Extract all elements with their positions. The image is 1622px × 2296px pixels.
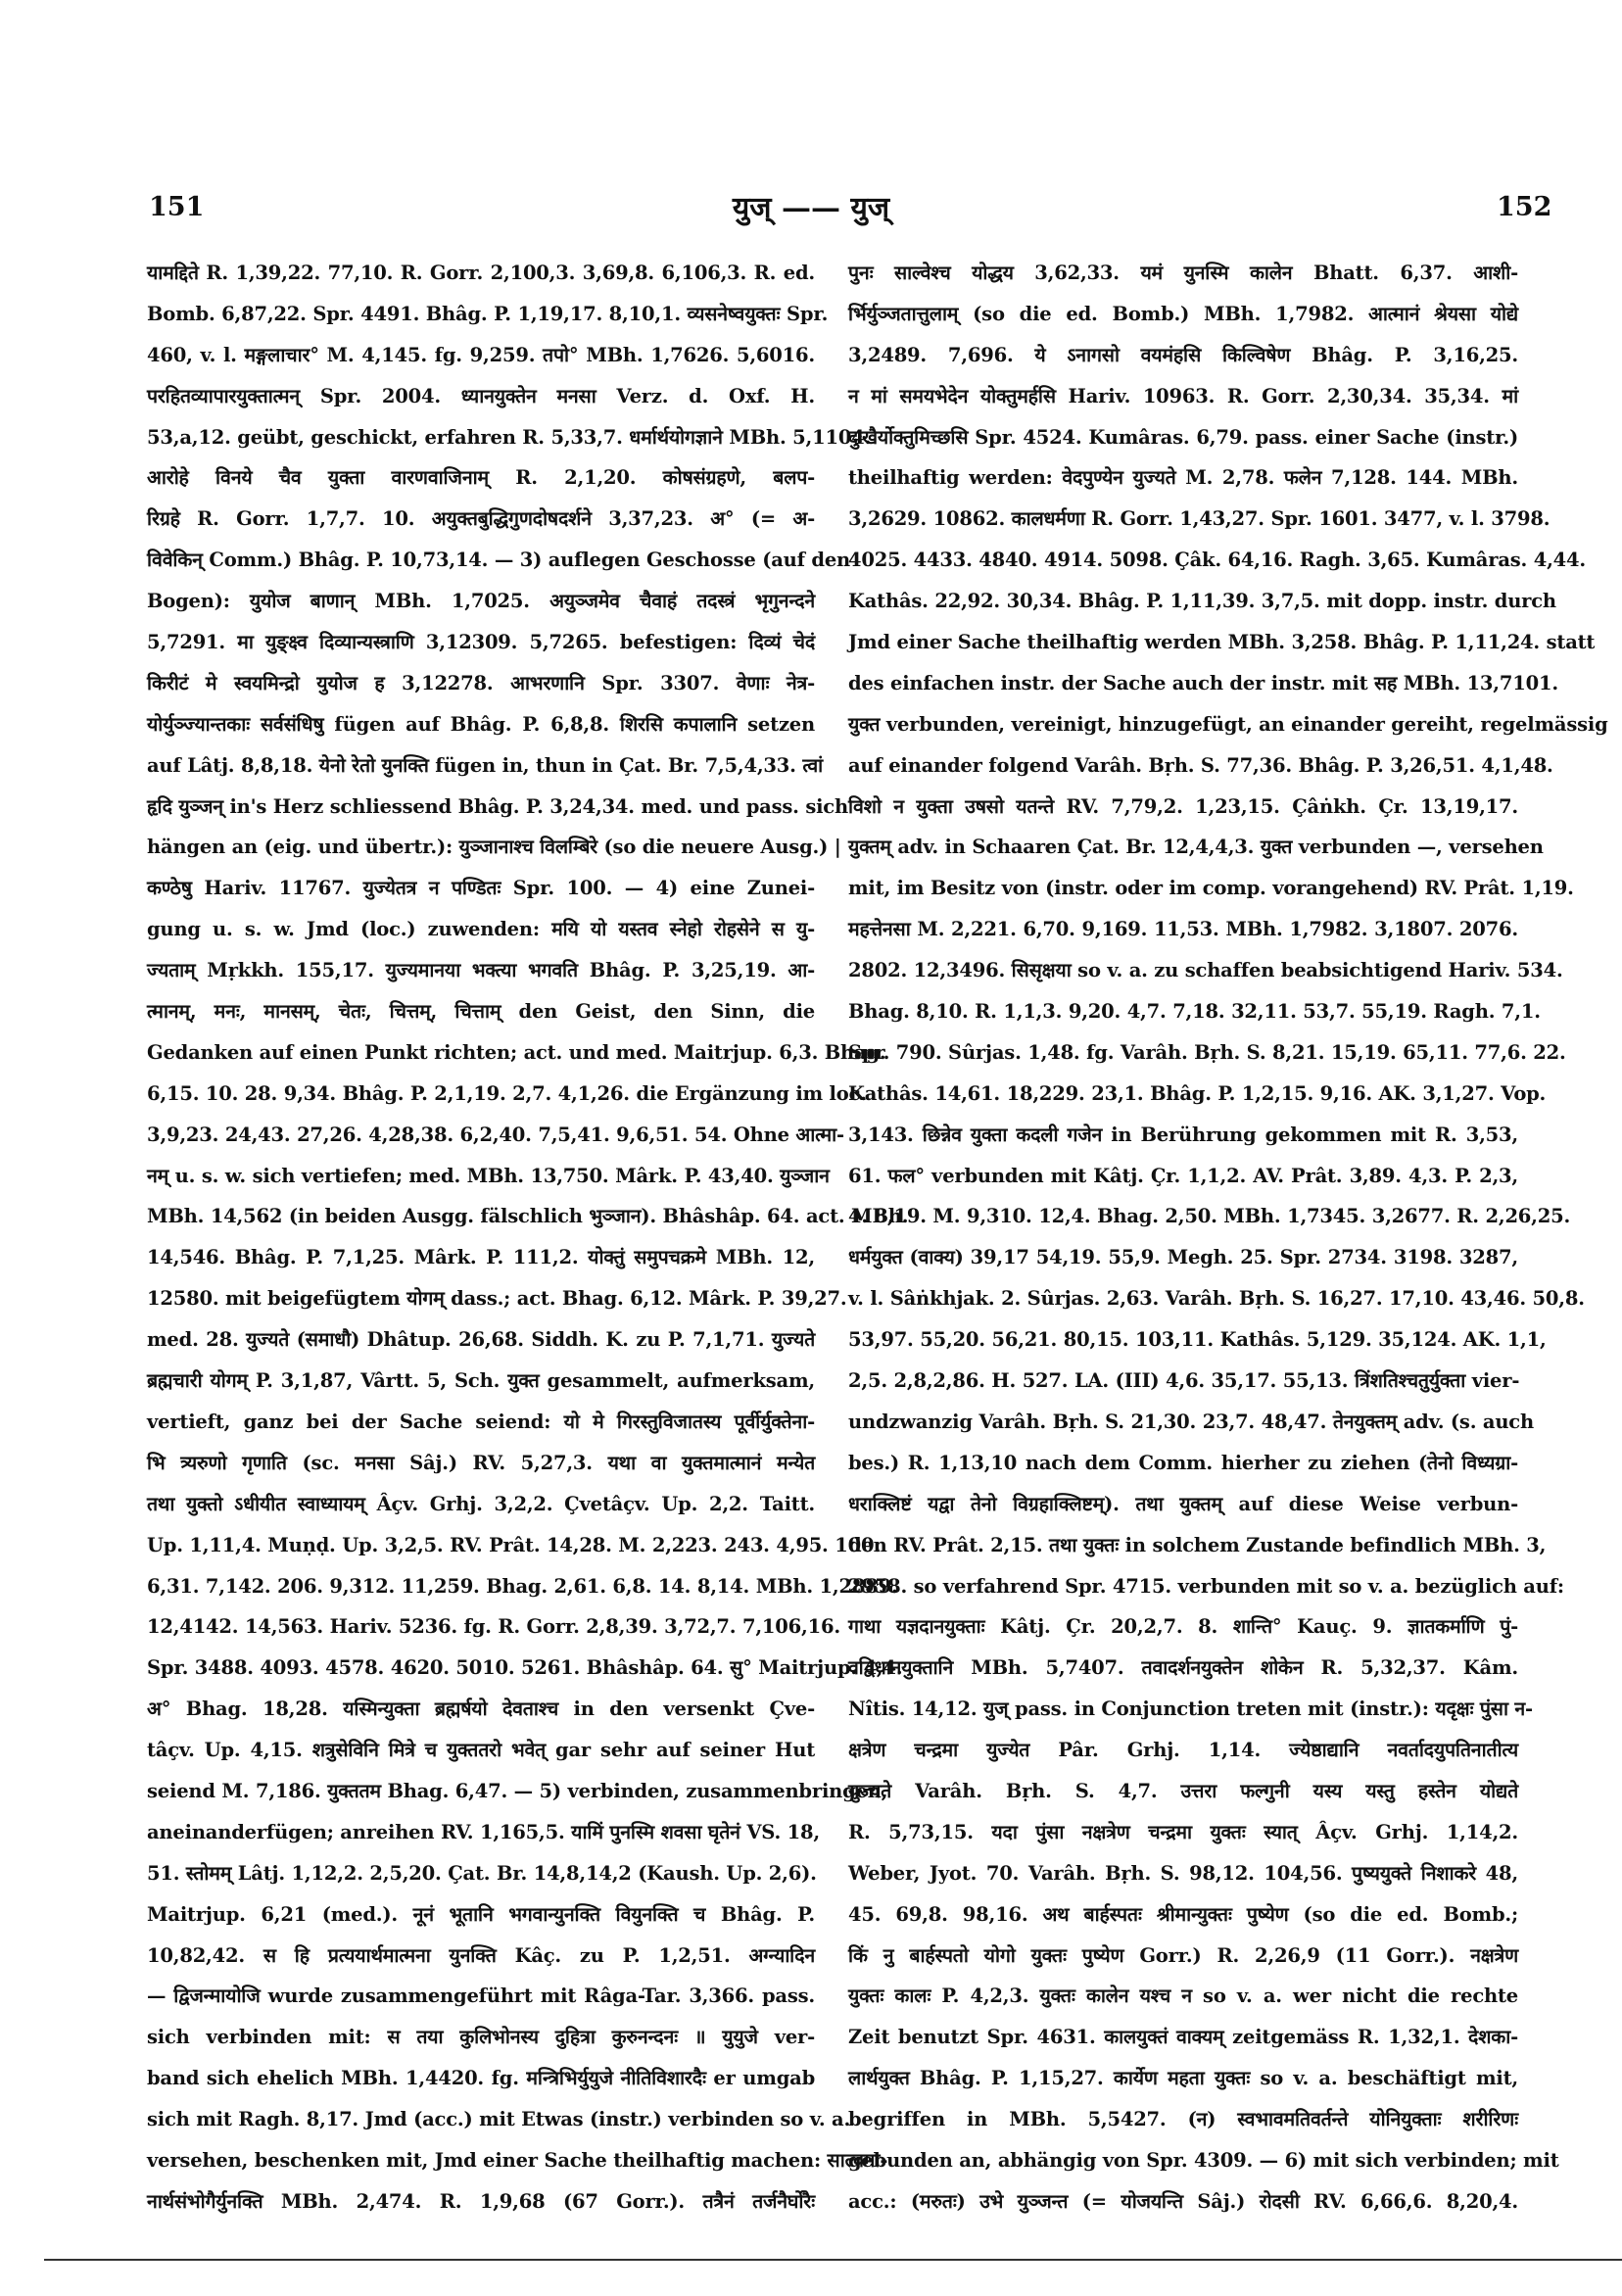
text-line: र्भिर्युञ्जतात्तुलाम् (so die ed. Bomb.) MBh. 1,7982. आत्मानं श्रेयसा योद्ये (848, 302, 1518, 325)
text-line: युक्तः कालः P. 4,2,3. युक्तः कालेन यश्च न so v. a. wer nicht die rechte (848, 1985, 1518, 2008)
text-line: क्षत्रेण चन्द्रमा युज्येत Pâr. Grhj. 1,14. ज्येष्ठाद्यानि नवर्तादयुपतिनातीत्य (848, 1739, 1518, 1762)
text-line: auf Lâtj. 8,8,18. येनो रेतो युनक्ति fügen in, thun in Çat. Br. 7,5,4,33. त्वां (147, 753, 824, 777)
text-line: MBh. 14,562 (in beiden Ausgg. fälschlich भुञ्जान). Bhâshâp. 64. act. MBh. (147, 1205, 909, 1228)
text-line: विशो न युक्ता उषसो यतन्ते RV. 7,79,2. 1,23,15. Çâṅkh. Çr. 13,19,17. (848, 794, 1518, 818)
text-line: गाथा यज्ञदानयुक्ताः Kâtj. Çr. 20,2,7. 8. शान्ति° Kauç. 9. ज्ञातकर्माणि पुं- (848, 1615, 1518, 1639)
text-line: परहितव्यापारयुक्तात्मन् Spr. 2004. ध्यानयुक्तेन मनसा Verz. d. Oxf. H. (147, 384, 815, 407)
text-line: med. 28. युज्यते (समाधौ) Dhâtup. 26,68. Siddh. K. zu P. 7,1,71. युज्यते (147, 1328, 815, 1352)
text-line: hängen an (eig. und übertr.): युञ्जानाश्च विलम्बिरे (so die neuere Ausg.) | (147, 836, 841, 859)
text-line: 2958. so verfahrend Spr. 4715. verbunden mit so v. a. bezüglich auf: (848, 1574, 1564, 1598)
text-line: महत्तेनसा M. 2,221. 6,70. 9,169. 11,53. MBh. 1,7982. 3,1807. 2076. (848, 918, 1518, 941)
text-line: धर्मयुक्त (वाक्य) 39,17 54,19. 55,9. Megh. 25. Spr. 2734. 3198. 3287, (848, 1246, 1518, 1269)
text-line: theilhaftig werden: वेदपुण्येन युज्यते M. 2,78. फलेन 7,128. 144. MBh. (848, 466, 1518, 490)
text-line: नम् u. s. w. sich vertiefen; med. MBh. 13,750. Mârk. P. 43,40. युञ्जान (147, 1164, 830, 1187)
text-line: विवेकिन् Comm.) Bhâg. P. 10,73,14. — 3) auflegen Geschosse (auf den (147, 549, 851, 572)
text-line: seiend M. 7,186. युक्ततम Bhag. 6,47. — 5) verbinden, zusammenbringen, (147, 1779, 888, 1802)
text-line: ज्यताम् Mṛkkh. 155,17. युज्यमानया भक्त्या भगवति Bhâg. P. 3,25,19. आ- (147, 959, 815, 982)
text-line: 12580. mit beigefügtem योगम् dass.; act. Bhag. 6,12. Mârk. P. 39,27. (147, 1287, 847, 1311)
text-line: 460, v. l. मङ्गलाचार° M. 4,145. fg. 9,259. तपो° MBh. 1,7626. 5,6016. (147, 343, 815, 366)
text-line: भि त्र्यरुणो गृणाति (sc. मनसा Sâj.) RV. 5,27,3. यथा वा युक्तमात्मानं मन्येत (147, 1451, 815, 1474)
text-line: किरीटं मे स्वयमिन्द्रो युयोज ह 3,12278. आभरणानि Spr. 3307. वेणाः नेत्र- (147, 671, 815, 694)
text-line: अ° Bhag. 18,28. यस्मिन्युक्ता ब्रह्मर्षयो देवताश्च in den versenkt Çve- (147, 1698, 815, 1721)
text-line: begriffen in MBh. 5,5427. (न) स्वभावमतिवर्तन्ते योनियुक्ताः शरीरिणः (848, 2108, 1518, 2131)
text-line: auf einander folgend Varâh. Bṛh. S. 77,36. Bhâg. P. 3,26,51. 4,1,48. (848, 753, 1553, 777)
text-line: — द्विजन्मायोजि wurde zusammengeführt mit Râga-Tar. 3,366. pass. (147, 1985, 815, 2008)
text-line: R. 5,73,15. यदा पुंसा नक्षत्रेण चन्द्रमा युक्तः स्यात् Âçv. Grhj. 1,14,2. (848, 1820, 1518, 1843)
text-line: 4025. 4433. 4840. 4914. 5098. Çâk. 64,16. Ragh. 3,65. Kumâras. 4,44. (848, 549, 1586, 572)
page-number-left: 151 (149, 192, 205, 222)
right-column (848, 253, 1608, 2223)
text-line: Weber, Jyot. 70. Varâh. Bṛh. S. 98,12. 104,56. पुष्ययुक्ते निशाकरे 48, (848, 1861, 1518, 1885)
text-line: किं नु बार्हस्पतो योगो युक्तः पुष्येण Gorr.) R. 2,26,9 (11 Gorr.). नक्षत्रेण (848, 1943, 1518, 1967)
text-line: आरोहे विनये चैव युक्ता वारणवाजिनाम् R. 2,1,20. कोषसंग्रहणे, बलप- (147, 466, 815, 490)
text-line: 14,546. Bhâg. P. 7,1,25. Mârk. P. 111,2. योक्तुं समुपचक्रमे MBh. 12, (147, 1246, 815, 1269)
text-line: 2,5. 2,8,2,86. H. 527. LA. (III) 4,6. 35,17. 55,13. त्रिंशतिश्चतुर्युक्ता vier- (848, 1369, 1520, 1393)
text-line: acc.: (मरुतः) उभे युञ्जन्त (= योजयन्ति Sâj.) रोदसी RV. 6,66,6. 8,20,4. (848, 2189, 1518, 2213)
text-line: योर्युञ्ज्यान्तकाः सर्वसंधिषु fügen auf Bhâg. P. 6,8,8. शिरसि कपालानि setzen (147, 712, 815, 736)
text-line: tâçv. Up. 4,15. शत्रुसेविनि मित्रे च युक्ततरो भवेत् gar sehr auf seiner Hut (147, 1739, 815, 1762)
text-line: पुनः साल्वेश्च योद्धय 3,62,33. यमं युनस्मि कालेन Bhatt. 6,37. आशी- (848, 262, 1518, 284)
text-line: sich mit Ragh. 8,17. Jmd (acc.) mit Etwas (instr.) verbinden so v. a. (147, 2108, 851, 2131)
text-line: Kathâs. 14,61. 18,229. 23,1. Bhâg. P. 1,2,15. 9,16. AK. 3,1,27. Vop. (848, 1081, 1547, 1105)
text-line: Spr. 790. Sûrjas. 1,48. fg. Varâh. Bṛh. S. 8,21. 15,19. 65,11. 77,6. 22. (848, 1040, 1566, 1064)
text-line: 5,7291. मा युङ्क्ष्व दिव्यान्यस्त्राणि 3,12309. 5,7265. befestigen: दिव्यं चेदं (147, 631, 815, 654)
text-line: रिग्रहे R. Gorr. 1,7,7. 10. अयुक्तबुद्धिगुणदोषदर्शने 3,37,23. अ° (= अ- (147, 507, 815, 531)
text-line: 6,31. 7,142. 206. 9,312. 11,259. Bhag. 2,61. 6,8. 14. 8,14. MBh. 1,2889. (147, 1574, 898, 1598)
text-line: Up. 1,11,4. Muṇḍ. Up. 3,2,5. RV. Prât. 14,28. M. 2,223. 243. 4,95. 100. (147, 1533, 881, 1556)
text-line: वद्विधानयुक्तानि MBh. 5,7407. तवादर्शनयुक्तेन शोकेन R. 5,32,37. Kâm. (848, 1656, 1518, 1680)
text-line: 53,97. 55,20. 56,21. 80,15. 103,11. Kathâs. 5,129. 35,124. AK. 1,1, (848, 1328, 1547, 1352)
text-line: versehen, beschenken mit, Jmd einer Sache theilhaftig machen: साल्वमा- (147, 2148, 888, 2172)
text-line: bes.) R. 1,13,10 nach dem Comm. hierher zu ziehen (तेनो विध्यग्रा- (848, 1451, 1518, 1474)
text-line: कण्ठेषु Hariv. 11767. युज्येतत्र न पण्डितः Spr. 100. — 4) eine Zunei- (147, 877, 815, 900)
text-line: धराक्लिष्टं यद्वा तेनो विग्रहाक्लिष्टम्). तथा युक्तम् auf diese Weise verbun- (848, 1492, 1518, 1515)
text-line: Maitrjup. 6,21 (med.). नूनं भूतानि भगवान्युनक्ति वियुनक्ति च Bhâg. P. (147, 1902, 815, 1926)
text-line: त्मानम्, मनः, मानसम्, चेतः, चित्तम्, चित्ताम् den Geist, den Sinn, die (147, 1000, 815, 1024)
text-line: 3,143. छिन्नेव युक्ता कदली गजेन in Berührung gekommen mit R. 3,53, (848, 1123, 1518, 1146)
page-number-right: 152 (1497, 192, 1552, 222)
text-line: युक्तम् adv. in Schaaren Çat. Br. 12,4,4,3. युक्त verbunden —, versehen (848, 836, 1544, 859)
text-line: 6,15. 10. 28. 9,34. Bhâg. P. 2,1,19. 2,7. 4,1,26. die Ergänzung im loc. (147, 1081, 867, 1105)
text-line: युक्त verbunden, vereinigt, hinzugefügt, an einander gereiht, regelmässig (848, 712, 1608, 736)
text-line: vertieft, ganz bei der Sache seiend: यो मे गिरस्तुविजातस्य पूर्वीर्युक्तेना- (147, 1410, 815, 1433)
text-line: den RV. Prât. 2,15. तथा युक्तः in solchem Zustande befindlich MBh. 3, (848, 1533, 1547, 1556)
text-line: 53,a,12. geübt, geschickt, erfahren R. 5,33,7. धर्मार्थयोगज्ञाने MBh. 5,1104. (147, 425, 872, 449)
text-line: 3,2629. 10862. कालधर्मणा R. Gorr. 1,43,27. Spr. 1601. 3477, v. l. 3798. (848, 507, 1550, 531)
text-line: यामद्दिते R. 1,39,22. 77,10. R. Gorr. 2,100,3. 3,69,8. 6,106,3. R. ed. (147, 262, 815, 284)
text-line: 45. 69,8. 98,16. अथ बार्हस्पतः श्रीमान्युक्तः पुष्येण (so die ed. Bomb.; (848, 1902, 1518, 1926)
text-line: band sich ehelich MBh. 1,4420. fg. मन्त्रिभिर्युयुजे नीतिविशारदैः er umgab (147, 2067, 815, 2090)
text-line: 2802. 12,3496. सिसृक्षया so v. a. zu schaffen beabsichtigend Hariv. 534. (848, 959, 1563, 982)
text-line: undzwanzig Varâh. Bṛh. S. 21,30. 23,7. 48,47. तेनयुक्तम् adv. (s. auch (848, 1410, 1534, 1433)
text-line: mit, im Besitz von (instr. oder im comp. vorangehend) RV. Prât. 1,19. (848, 877, 1574, 900)
text-line: 3,2489. 7,696. ये ऽनागसो वयमंहसि किल्विषेण Bhâg. P. 3,16,25. (848, 343, 1518, 366)
text-line: gebunden an, abhängig von Spr. 4309. — 6) mit sich verbinden; mit (848, 2148, 1559, 2172)
text-line: sich verbinden mit: स तया कुलिभोनस्य दुहित्रा कुरुनन्दनः ॥ युयुजे ver- (147, 2026, 815, 2049)
text-line: Nîtis. 14,12. युज् pass. in Conjunction treten mit (instr.): यदृक्षः पुंसा न- (848, 1698, 1533, 1721)
text-line: नार्थसंभोगैर्युनक्ति MBh. 2,474. R. 1,9,68 (67 Gorr.). तत्रैनं तर्जनैर्घोरैः (147, 2189, 815, 2213)
text-line: v. l. Sâṅkhjak. 2. Sûrjas. 2,63. Varâh. Bṛh. S. 16,27. 17,10. 43,46. 50,8. (848, 1287, 1585, 1311)
text-line: हृदि युञ्जन् in's Herz schliessend Bhâg. P. 3,24,34. med. und pass. sich (147, 794, 848, 818)
text-line: Bogen): युयोज बाणान् MBh. 1,7025. अयुञ्जमेव चैवाहं तदस्त्रं भृगुनन्दने (147, 590, 815, 613)
text-line: 12,4142. 14,563. Hariv. 5236. fg. R. Gorr. 2,8,39. 3,72,7. 7,106,16. (147, 1615, 840, 1639)
text-line: दुःखैर्योक्तुमिच्छसि Spr. 4524. Kumâras. 6,79. pass. einer Sache (instr.) (848, 425, 1518, 449)
text-line: Bomb. 6,87,22. Spr. 4491. Bhâg. P. 1,19,17. 8,10,1. व्यसनेष्वयुक्तः Spr. (147, 302, 829, 325)
text-line: न मां समयभेदेन योक्तुमर्हसि Hariv. 10963. R. Gorr. 2,30,34. 35,34. मां (848, 384, 1518, 407)
text-line: तथा युक्तो ऽधीयीत स्वाध्यायम् Âçv. Grhj. 3,2,2. Çvetâçv. Up. 2,2. Taitt. (147, 1492, 815, 1515)
text-line: Gedanken auf einen Punkt richten; act. und med. Maitrjup. 6,3. Bhag. (147, 1040, 886, 1064)
text-line: Bhag. 8,10. R. 1,1,3. 9,20. 4,7. 7,18. 32,11. 53,7. 55,19. Ragh. 7,1. (848, 1000, 1541, 1024)
text-line: ब्रह्मचारी योगम् P. 3,1,87, Vârtt. 5, Sch. युक्त gesammelt, aufmerksam, (147, 1369, 815, 1393)
text-line: 3,9,23. 24,43. 27,26. 4,28,38. 6,2,40. 7,5,41. 9,6,51. 54. Ohne आत्मा- (147, 1123, 844, 1146)
text-line: Jmd einer Sache theilhaftig werden MBh. 3,258. Bhâg. P. 1,11,24. statt (848, 631, 1596, 654)
text-line: 61. फल° verbunden mit Kâtj. Çr. 1,1,2. AV. Prât. 3,89. 4,3. P. 2,3, (848, 1164, 1518, 1187)
text-line: 10,82,42. स हि प्रत्ययार्थमात्मना युनक्ति Kâç. zu P. 1,2,51. अग्न्यादिन (147, 1943, 815, 1967)
text-line: gung u. s. w. Jmd (loc.) zuwenden: मयि यो यस्तव स्नेहो रोहसेने स यु- (147, 918, 815, 941)
text-line: des einfachen instr. der Sache auch der instr. mit सह MBh. 13,7101. (848, 671, 1558, 694)
text-line: 51. स्तोमम् Lâtj. 1,12,2. 2,5,20. Çat. Br. 14,8,14,2 (Kaush. Up. 2,6). (147, 1861, 817, 1885)
text-line: aneinanderfügen; anreihen RV. 1,165,5. यामिं पुनस्मि शवसा घृतेनं VS. 18, (147, 1820, 820, 1843)
footer-rule (44, 2259, 1622, 2261)
text-line: Zeit benutzt Spr. 4631. कालयुक्तं वाक्यम् zeitgemäss R. 1,32,1. देशका- (848, 2026, 1518, 2049)
text-line: 4. 8,19. M. 9,310. 12,4. Bhag. 2,50. MBh. 1,7345. 3,2677. R. 2,26,25. (848, 1205, 1571, 1228)
text-line: Spr. 3488. 4093. 4578. 4620. 5010. 5261. Bhâshâp. 64. सु° Maitrjup. 4,4. (147, 1656, 903, 1680)
left-column (147, 253, 909, 2223)
text-line: युज्यते Varâh. Bṛh. S. 4,7. उत्तरा फल्गुनी यस्य यस्तु हस्तेन योद्यते (848, 1779, 1518, 1802)
running-headword: युज् —— युज् (732, 191, 890, 225)
text-line: लार्थयुक्त Bhâg. P. 1,15,27. कार्येण महता युक्तः so v. a. beschäftigt mit, (848, 2067, 1518, 2090)
text-line: Kathâs. 22,92. 30,34. Bhâg. P. 1,11,39. 3,7,5. mit dopp. instr. durch (848, 590, 1556, 613)
